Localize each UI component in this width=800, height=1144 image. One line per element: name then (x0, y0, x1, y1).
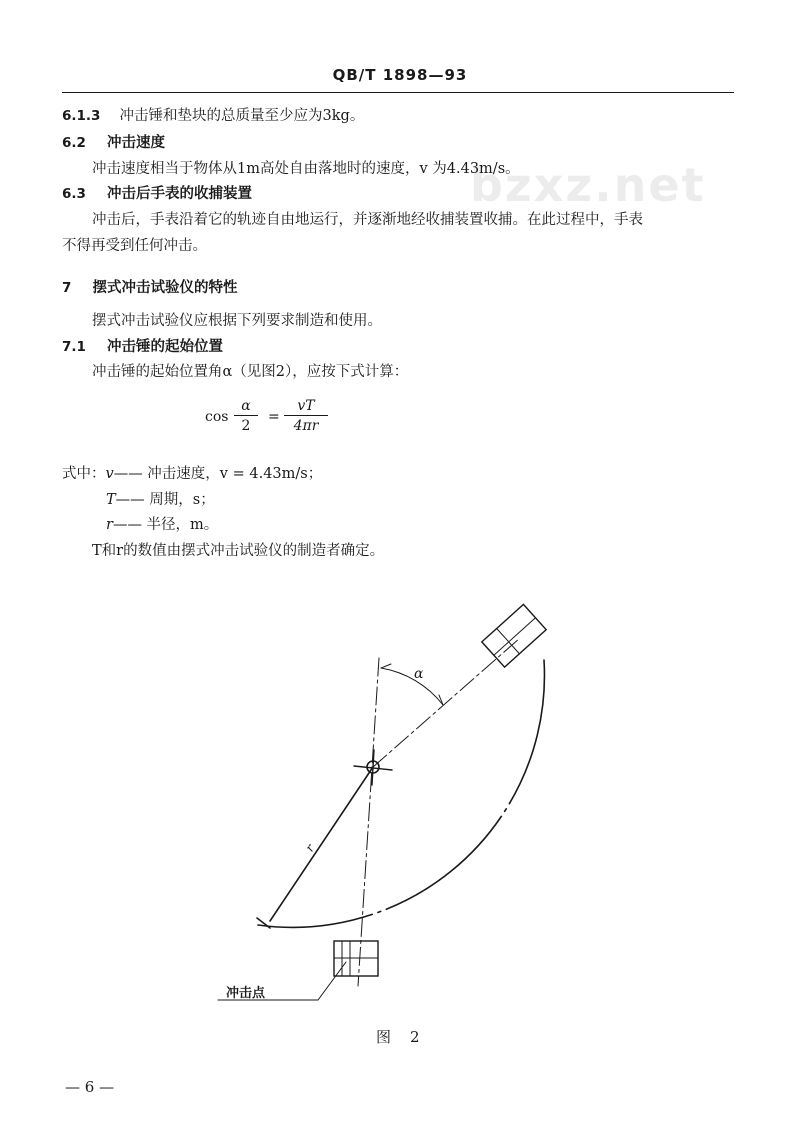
pendulum-arm-centerline (373, 638, 520, 767)
angle-arrow-1 (381, 664, 391, 668)
watermark: bzxz.net (470, 158, 706, 212)
formula-cos: cos (205, 409, 229, 425)
impact-block-bottom (334, 941, 378, 976)
definition-r-text: —— 半径，m。 (112, 517, 219, 533)
hammer-block-top (482, 604, 546, 667)
formula-lhs-denominator: 2 (241, 418, 251, 434)
definition-note: T和r的数值由摆式冲击试验仪的制造者确定。 (92, 543, 385, 559)
definition-T-text: —— 周期，s； (115, 492, 215, 508)
swing-arc (258, 660, 544, 927)
standard-code: QB/T 1898—93 (332, 66, 468, 84)
definition-intro: 式中： (62, 466, 106, 482)
angle-arc (381, 668, 443, 705)
formula-equals: = (268, 409, 280, 425)
angle-alpha-label: α (414, 666, 424, 682)
section-number: 7.1 (62, 339, 86, 355)
section-7-text: 摆式冲击试验仪应根据下列要求制造和使用。 (92, 313, 382, 329)
section-6-2-text: 冲击速度相当于物体从1m高处自由落地时的速度，v 为4.43m/s。 (92, 161, 520, 177)
section-number: 6.2 (62, 135, 86, 151)
formula-lhs-numerator: α (234, 398, 258, 416)
radius-line (270, 767, 373, 921)
section-6-3-text-line1: 冲击后，手表沿着它的轨迹自由地运行，并逐渐地经收捕装置收捕。在此过程中，手表 (92, 212, 643, 228)
angle-arrow-2 (439, 695, 443, 705)
symbol-T: T (106, 492, 116, 508)
section-title: 冲击速度 (107, 134, 166, 151)
page-number: — 6 — (65, 1078, 115, 1096)
section-title: 摆式冲击试验仪的特性 (92, 279, 238, 296)
section-text: 冲击锤和垫块的总质量至少应为3kg。 (119, 108, 365, 124)
formula-rhs-numerator: vT (284, 398, 328, 416)
definition-v-text: —— 冲击速度，v = 4.43m/s； (113, 466, 323, 482)
figure-caption: 图 2 (376, 1028, 422, 1046)
formula-rhs-denominator: 4πr (293, 418, 319, 434)
impact-point-label: 冲击点 (226, 986, 266, 1001)
symbol-v: v (105, 466, 114, 482)
section-number: 7 (62, 280, 72, 296)
section-title: 冲击锤的起始位置 (107, 338, 224, 355)
section-7-1-text: 冲击锤的起始位置角α（见图2），应按下式计算： (92, 364, 409, 380)
section-6-3-text-line2: 不得再受到任何冲击。 (62, 238, 207, 254)
symbol-r: r (106, 517, 113, 533)
section-title: 冲击后手表的收捕装置 (107, 185, 253, 202)
vertical-reference-line (358, 658, 379, 986)
section-number: 6.3 (62, 186, 86, 202)
section-number: 6.1.3 (62, 108, 101, 124)
radius-r-label: r (302, 841, 318, 855)
